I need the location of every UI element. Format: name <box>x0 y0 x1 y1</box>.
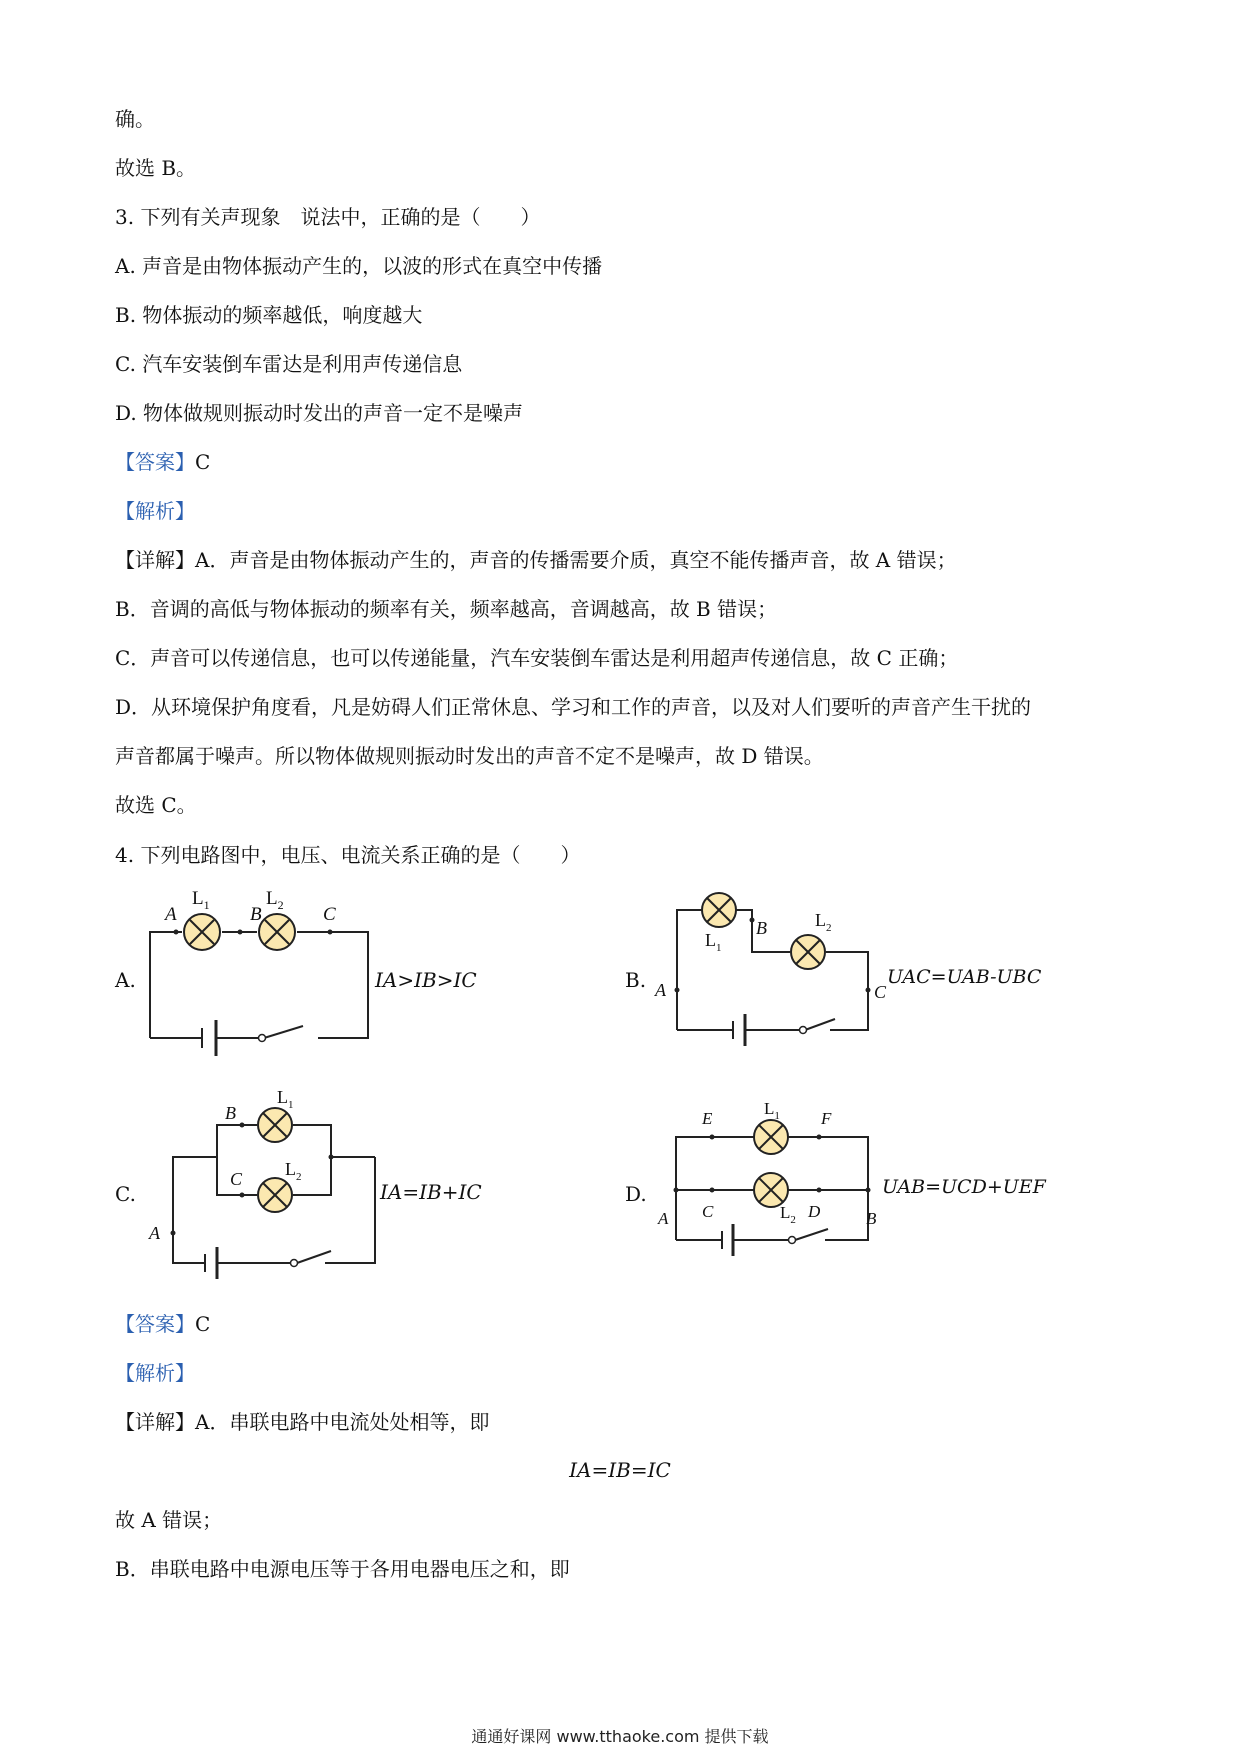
svg-text:L2: $L_2$ <box>780 1203 796 1226</box>
svg-text:D: D <box>808 1202 821 1221</box>
lamp-l1-icon <box>184 914 220 950</box>
svg-text:A: A <box>149 1223 160 1243</box>
svg-text:L1: $L_1$ <box>764 1100 780 1122</box>
question-3-stem: 3. 下列有关声现象 说法中，正确的是（ ） <box>115 205 541 229</box>
answer-line: 【答案】C <box>115 450 211 474</box>
circuit-b-label: B. <box>625 968 647 992</box>
text-line: 确。 <box>115 107 155 131</box>
circuit-a-relation: IA>IB>IC <box>375 968 477 992</box>
formula-current-equal: IA=IB=IC <box>569 1458 671 1482</box>
svg-text:F: F <box>821 1109 832 1128</box>
svg-text:C: C <box>323 904 336 925</box>
lamp-l1-icon <box>702 893 736 927</box>
svg-text:L2: $L_2$ <box>266 890 284 912</box>
circuit-c-diagram <box>145 1085 405 1290</box>
question-4-stem: 4. 下列电路图中，电压、电流关系正确的是（ ） <box>115 843 581 867</box>
svg-text:L1: $L_1$ <box>277 1087 294 1111</box>
text-line: 故选 B。 <box>115 156 197 180</box>
page-footer: 通通好课网 www.tthaoke.com 提供下载 <box>471 1727 769 1746</box>
svg-text:A: A <box>165 904 177 925</box>
svg-text:C: C <box>230 1169 243 1189</box>
svg-text:A: A <box>655 980 666 1000</box>
svg-text:B: B <box>866 1209 877 1228</box>
text-line: 【详解】A．声音是由物体振动产生的，声音的传播需要介质，真空不能传播声音，故 A 错误； <box>115 548 957 572</box>
svg-text:L2: $L_2$ <box>815 910 832 934</box>
text-line: B．音调的高低与物体振动的频率有关，频率越高，音调越高，故 B 错误； <box>115 597 778 621</box>
lamp-l2-icon <box>259 914 295 950</box>
text-line: D．从环境保护角度看，凡是妨碍人们正常休息、学习和工作的声音，以及对人们要听的声音产生干扰的 <box>115 695 1032 719</box>
svg-text:C: C <box>702 1202 714 1221</box>
analysis-tag: 【解析】 <box>115 1361 195 1385</box>
svg-text:B: B <box>225 1103 236 1123</box>
circuit-b-relation: UAC=UAB-UBC <box>887 966 1042 988</box>
option-b: B. 物体振动的频率越低，响度越大 <box>115 303 423 327</box>
analysis-tag: 【解析】 <box>115 499 195 523</box>
option-a: A. 声音是由物体振动产生的，以波的形式在真空中传播 <box>115 254 603 278</box>
text-line: C．声音可以传递信息，也可以传递能量，汽车安装倒车雷达是利用超声传递信息，故 C 正确； <box>115 646 959 670</box>
circuit-c-label: C. <box>115 1182 136 1206</box>
svg-text:E: E <box>702 1109 713 1128</box>
svg-text:B: B <box>250 904 262 925</box>
circuit-c-relation: IA=IB+IC <box>380 1180 482 1204</box>
lamp-l2-icon <box>791 935 825 969</box>
option-d: D. 物体做规则振动时发出的声音一定不是噪声 <box>115 401 524 425</box>
text-line: 故选 C。 <box>115 793 197 817</box>
svg-text:L1: $L_1$ <box>705 930 722 954</box>
circuit-a-label: A. <box>115 968 136 992</box>
option-c: C. 汽车安装倒车雷达是利用声传递信息 <box>115 352 463 376</box>
text-line: 声音都属于噪声。所以物体做规则振动时发出的声音不定不是噪声，故 D 错误。 <box>115 744 824 768</box>
lamp-l1-icon <box>258 1108 292 1142</box>
svg-text:B: B <box>756 918 767 938</box>
circuit-d-relation: UAB=UCD+UEF <box>882 1176 1046 1198</box>
circuit-d-diagram <box>650 1100 900 1275</box>
svg-text:L1: $L_1$ <box>192 890 210 912</box>
lamp-l1-icon <box>754 1120 788 1154</box>
text-line: B．串联电路中电源电压等于各用电器电压之和，即 <box>115 1557 570 1581</box>
svg-text:L2: $L_2$ <box>285 1159 302 1183</box>
svg-text:C: C <box>874 982 887 1002</box>
svg-text:A: A <box>658 1209 669 1228</box>
circuit-d-label: D. <box>625 1182 647 1206</box>
lamp-l2-icon <box>258 1178 292 1212</box>
answer-line: 【答案】C <box>115 1312 211 1336</box>
text-line: 故 A 错误； <box>115 1508 223 1532</box>
lamp-l2-icon <box>754 1173 788 1207</box>
text-line: 【详解】A．串联电路中电流处处相等，即 <box>115 1410 490 1434</box>
circuit-b-diagram <box>650 890 900 1070</box>
